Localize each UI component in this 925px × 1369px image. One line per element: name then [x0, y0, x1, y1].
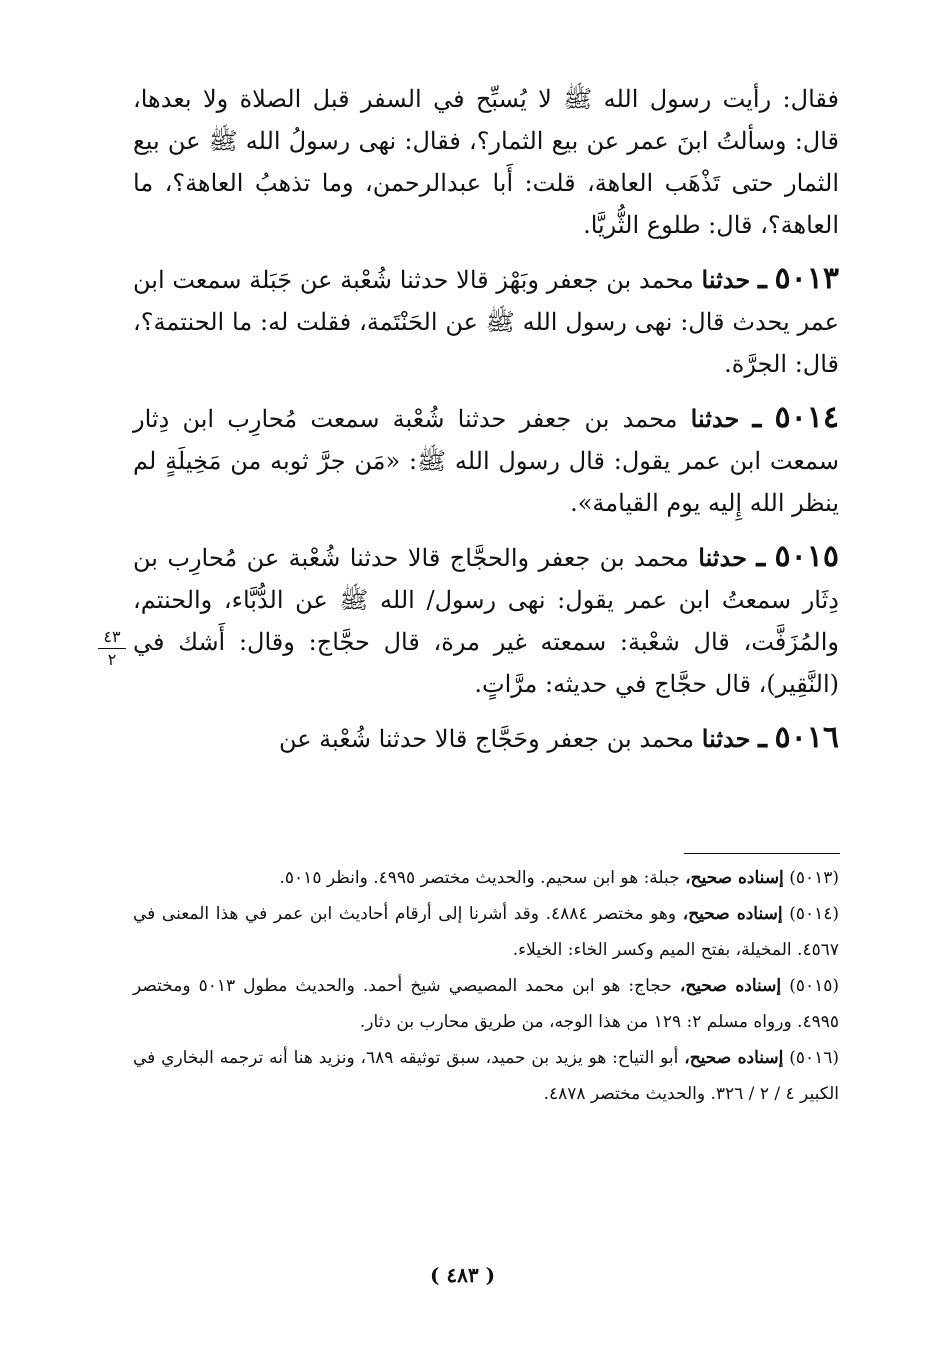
hadith-dash: ـ: [758, 720, 767, 755]
main-text: [133, 78, 839, 760]
hadith-dash: ـ: [756, 539, 766, 574]
hadith-5013: [133, 258, 839, 385]
margin-reference-page: ٢: [107, 650, 117, 669]
hadith-number: ٥٠١٦: [774, 720, 839, 755]
footnote-verdict: إسناده صحيح،: [685, 868, 784, 888]
footnote-verdict: إسناده صحيح،: [682, 904, 783, 924]
footnote-number: (٥٠١٤): [789, 904, 840, 924]
hadith-opening: حدثنا: [698, 543, 747, 572]
margin-reference: [98, 628, 126, 669]
hadith-opening: حدثنا: [690, 404, 740, 433]
hadith-opening: حدثنا: [701, 265, 751, 294]
footnote-number: (٥٠١٥): [789, 976, 840, 996]
footnote-5015: [133, 968, 839, 1040]
hadith-text: محمد بن جعفر حدثنا شُعْبة سمعت مُحارِب ابن دِثار سمعت ابن عمر يقول: قال رسول الله ﷺ: «مَن جرَّ ثوبه من مَخِيلَةٍ لم ينظر الله إِليه يوم القيامة».: [133, 405, 839, 517]
hadith-5016: [133, 717, 839, 760]
hadith-number: ٥٠١٣: [774, 261, 839, 296]
hadith-text: محمد بن جعفر والحجَّاج قالا حدثنا شُعْبة عن مُحارِب بن دِثَار سمعتُ ابن عمر يقول: نهى رسول/ الله ﷺ عن الدُّبَّاء، والحنتم، والمُزَفَّت، قال شعْبة: سمعته غير مرة، قال حجَّاج: وقال: أَشك في (النَّقِير)، قال حجَّاج في حديثه: مرَّاتٍ.: [133, 544, 839, 698]
hadith-dash: ـ: [752, 400, 762, 435]
margin-reference-divider: [98, 648, 126, 649]
footnote-5016: [133, 1040, 839, 1112]
footnote-text: وهو مختصر ٤٨٨٤. وقد أشرنا إلى أرقام أحاديث ابن عمر في هذا المعنى في ٤٥٦٧. المخيلة، بفتح الميم وكسر الخاء: الخيلاء.: [133, 904, 839, 960]
footnote-separator: [684, 853, 840, 854]
hadith-5014: [133, 397, 839, 524]
page-number: ( ٤٨٣ ): [429, 1263, 496, 1287]
footnotes: [133, 860, 839, 1112]
margin-reference-volume: ٤٣: [103, 627, 121, 646]
footnote-number: (٥٠١٣): [789, 868, 839, 888]
footnote-5013: [133, 860, 839, 896]
hadith-text: محمد بن جعفر وحَجَّاج قالا حدثنا شُعْبة عن: [278, 725, 695, 753]
hadith-opening: حدثنا: [701, 724, 751, 753]
footnote-5014: [133, 896, 839, 968]
footnote-verdict: إسناده صحيح،: [679, 976, 782, 996]
footnote-text: أبو التياح: هو يزيد بن حميد، سبق توثيقه ٦٨٩، ونزيد هنا أنه ترجمه البخاري في الكبير ٤ / ٢ / ٣٢٦. والحديث مختصر ٤٨٧٨.: [133, 1048, 839, 1104]
footnote-verdict: إسناده صحيح،: [684, 1048, 784, 1068]
paragraph-continuation: فقال: رأيت رسول الله ﷺ لا يُسبِّح في السفر قبل الصلاة ولا بعدها، قال: وسألتُ ابنَ عمر عن بيع الثمار؟، فقال: نهى رسولُ الله ﷺ عن بيع الثمار حتى تَذْهَب العاهة، قلت: أَبا عبدالرحمن، وما تذهبُ العاهة؟، ما العاهة؟، قال: طلوع الثُّريَّا.: [133, 85, 839, 239]
hadith-5015: [133, 536, 839, 705]
footnote-text: جبلة: هو ابن سحيم. والحديث مختصر ٤٩٩٥. وانظر ٥٠١٥.: [279, 868, 680, 888]
hadith-text: محمد بن جعفر وبَهْز قالا حدثنا شُعْبة عن جَبَلة سمعت ابن عمر يحدث قال: نهى رسول الله ﷺ عن الحَنْتَمة، فقلت له: ما الحنتمة؟، قال: الجرَّة.: [133, 266, 839, 378]
hadith-number: ٥٠١٥: [774, 539, 839, 574]
hadith-dash: ـ: [757, 261, 767, 296]
footnote-number: (٥٠١٦): [789, 1048, 840, 1068]
hadith-number: ٥٠١٤: [774, 400, 839, 435]
footnote-text: حجاج: هو ابن محمد المصيصي شيخ أحمد. والحديث مطول ٥٠١٣ ومختصر ٤٩٩٥. ورواه مسلم ٢: ١٢٩ من هذا الوجه، من طريق محارب بن دثار.: [133, 976, 839, 1032]
